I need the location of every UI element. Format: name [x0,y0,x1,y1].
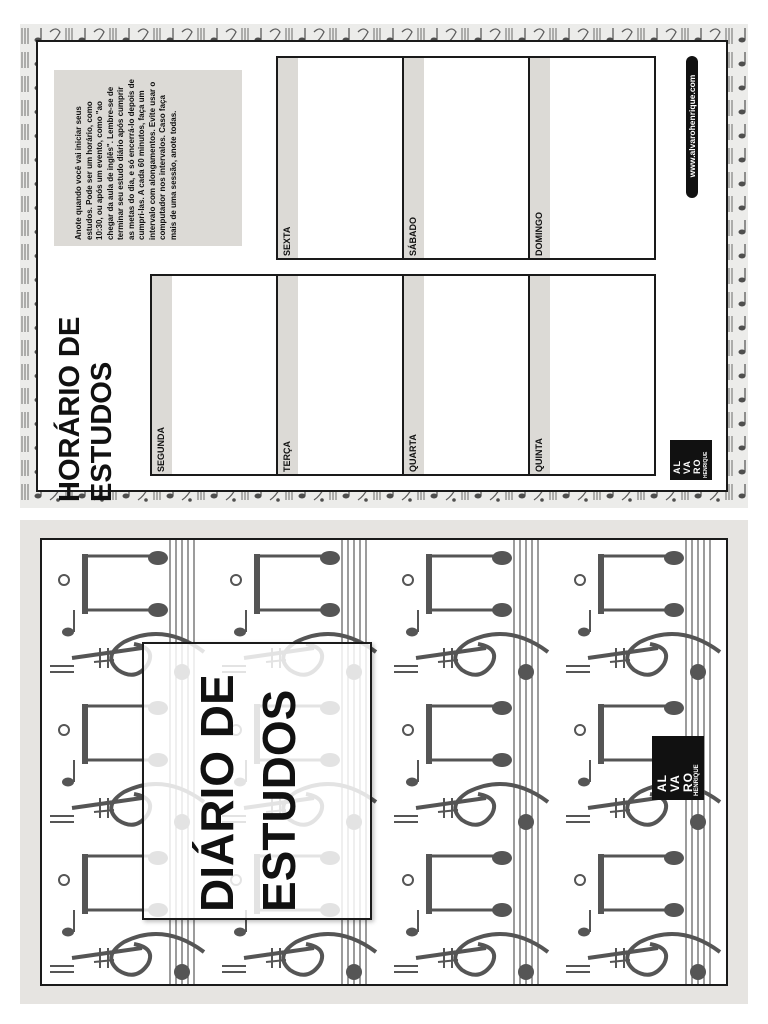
cover-title-line2: ESTUDOS [253,689,305,912]
logo-sub: HENRIQUE [694,764,700,796]
day-box-quarta[interactable] [402,274,530,476]
cover-page [20,520,748,1004]
day-label-domingo: DOMINGO [534,212,544,256]
day-label-quarta: QUARTA [408,434,418,472]
website-link[interactable]: www.alvarohenrique.com [687,74,697,178]
day-box-sexta[interactable] [276,56,404,260]
day-box-segunda[interactable] [150,274,278,476]
alvaro-logo [652,736,704,800]
logo-line3: RO [692,458,702,474]
day-box-quinta[interactable] [528,274,656,476]
page-title-line2: ESTUDOS [86,361,118,502]
cover-title-line1: DIÁRIO DE [191,674,243,912]
schedule-page [20,24,748,508]
logo-line2: VA [682,460,692,474]
day-box-terca[interactable] [276,274,404,476]
day-label-sabado: SÁBADO [408,216,418,256]
alvaro-logo [670,440,712,480]
logo-sub: HENRIQUE [703,451,709,478]
day-box-sabado[interactable] [402,56,530,260]
instructions-text: Anote quando você vai iniciar seus estudos. Pode ser um horário, como 10:30, ou após um evento, como "ao chegar da aula de inglês". Lembre-se de terminar seu estudo diário após cumprir as metas do dia, e só encerrá-lo depois de cumpri-las. A cada 60 minutos, faça um intervalo com alongamentos. Evite usar o computador nos intervalos. Caso faça mais de uma sessão, anote todas. [74,79,178,240]
logo-line1: AL [655,774,669,792]
day-box-domingo[interactable] [528,56,656,260]
day-label-quinta: QUINTA [534,438,544,472]
logo-line3: RO [681,772,695,792]
page-title [54,302,118,502]
logo-line1: AL [672,460,682,474]
day-label-terca: TERÇA [282,441,292,472]
cover-card [40,538,728,986]
day-label-sexta: SEXTA [282,226,292,256]
logo-line2: VA [668,774,682,792]
day-label-segunda: SEGUNDA [156,426,166,472]
page-title-line1: HORÁRIO DE [54,316,86,502]
cover-title [186,674,310,912]
schedule-card [36,40,728,502]
